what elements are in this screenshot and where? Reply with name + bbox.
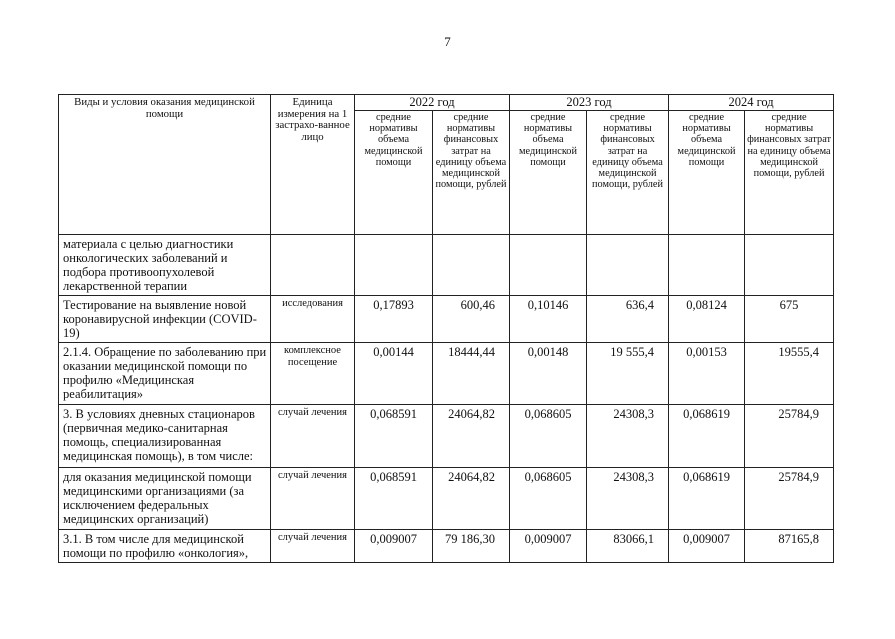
header-volume-2024: средние нормативы объема медицинской помощи xyxy=(669,111,745,235)
row-name: 2.1.4. Обращение по заболеванию при оказании медицинской помощи по профилю «Медицинская реабилитация» xyxy=(59,343,271,405)
header-unit: Единица измерения на 1 застрахо-ванное лицо xyxy=(271,95,355,235)
row-volume-2024 xyxy=(669,235,745,296)
row-cost-2023: 24308,3 xyxy=(587,405,669,468)
row-name: для оказания медицинской помощи медицинскими организациями (за исключением федеральных медицинских организаций) xyxy=(59,468,271,530)
row-unit: случай лечения xyxy=(271,530,355,563)
header-year-2022: 2022 год xyxy=(355,95,510,111)
row-unit: случай лечения xyxy=(271,468,355,530)
row-cost-2022 xyxy=(433,235,510,296)
header-cost-2024: средние нормативы финансовых затрат на единицу объема медицинской помощи, рублей xyxy=(745,111,834,235)
row-volume-2024: 0,009007 xyxy=(669,530,745,563)
row-name: 3.1. В том числе для медицинской помощи по профилю «онкология», xyxy=(59,530,271,563)
header-volume-2022: средние нормативы объема медицинской помощи xyxy=(355,111,433,235)
row-cost-2022: 600,46 xyxy=(433,296,510,343)
row-volume-2023: 0,00148 xyxy=(510,343,587,405)
row-cost-2024: 25784,9 xyxy=(745,405,834,468)
table-row xyxy=(59,468,834,530)
row-volume-2023: 0,009007 xyxy=(510,530,587,563)
row-volume-2022: 0,00144 xyxy=(355,343,433,405)
row-volume-2022: 0,068591 xyxy=(355,468,433,530)
row-volume-2022 xyxy=(355,235,433,296)
row-volume-2024: 0,08124 xyxy=(669,296,745,343)
row-cost-2024: 19555,4 xyxy=(745,343,834,405)
table-row xyxy=(59,530,834,563)
row-cost-2023 xyxy=(587,235,669,296)
row-volume-2023 xyxy=(510,235,587,296)
row-unit: случай лечения xyxy=(271,405,355,468)
row-volume-2022: 0,17893 xyxy=(355,296,433,343)
table-row xyxy=(59,296,834,343)
row-cost-2023: 636,4 xyxy=(587,296,669,343)
row-volume-2022: 0,009007 xyxy=(355,530,433,563)
row-cost-2024: 675 xyxy=(745,296,834,343)
header-kind: Виды и условия оказания медицинской помощи xyxy=(59,95,271,235)
row-cost-2024: 25784,9 xyxy=(745,468,834,530)
row-volume-2024: 0,068619 xyxy=(669,468,745,530)
norms-table xyxy=(58,94,834,563)
page-number: 7 xyxy=(444,34,451,49)
table-header xyxy=(59,95,834,235)
row-cost-2024 xyxy=(745,235,834,296)
table-row xyxy=(59,235,834,296)
row-cost-2022: 24064,82 xyxy=(433,405,510,468)
header-cost-2023: средние нормативы финансовых затрат на единицу объема медицинской помощи, рублей xyxy=(587,111,669,235)
row-volume-2024: 0,068619 xyxy=(669,405,745,468)
table-body xyxy=(59,235,834,563)
row-volume-2023: 0,068605 xyxy=(510,468,587,530)
row-name: материала с целью диагностики онкологических заболеваний и подбора противоопухолевой лекарственной терапии xyxy=(59,235,271,296)
row-cost-2023: 83066,1 xyxy=(587,530,669,563)
row-unit xyxy=(271,235,355,296)
row-cost-2022: 24064,82 xyxy=(433,468,510,530)
row-name: 3. В условиях дневных стационаров (первичная медико-санитарная помощь, специализированная медицинская помощь), в том числе: xyxy=(59,405,271,468)
header-cost-2022: средние нормативы финансовых затрат на единицу объема медицинской помощи, рублей xyxy=(433,111,510,235)
row-volume-2023: 0,068605 xyxy=(510,405,587,468)
row-name: Тестирование на выявление новой коронавирусной инфекции (COVID-19) xyxy=(59,296,271,343)
row-unit: исследования xyxy=(271,296,355,343)
row-cost-2022: 79 186,30 xyxy=(433,530,510,563)
table-row xyxy=(59,405,834,468)
row-volume-2022: 0,068591 xyxy=(355,405,433,468)
row-cost-2023: 19 555,4 xyxy=(587,343,669,405)
row-volume-2024: 0,00153 xyxy=(669,343,745,405)
row-cost-2023: 24308,3 xyxy=(587,468,669,530)
row-unit: комплексное посещение xyxy=(271,343,355,405)
row-cost-2024: 87165,8 xyxy=(745,530,834,563)
row-cost-2022: 18444,44 xyxy=(433,343,510,405)
header-volume-2023: средние нормативы объема медицинской помощи xyxy=(510,111,587,235)
table-row xyxy=(59,343,834,405)
header-year-2024: 2024 год xyxy=(669,95,834,111)
header-year-2023: 2023 год xyxy=(510,95,669,111)
row-volume-2023: 0,10146 xyxy=(510,296,587,343)
